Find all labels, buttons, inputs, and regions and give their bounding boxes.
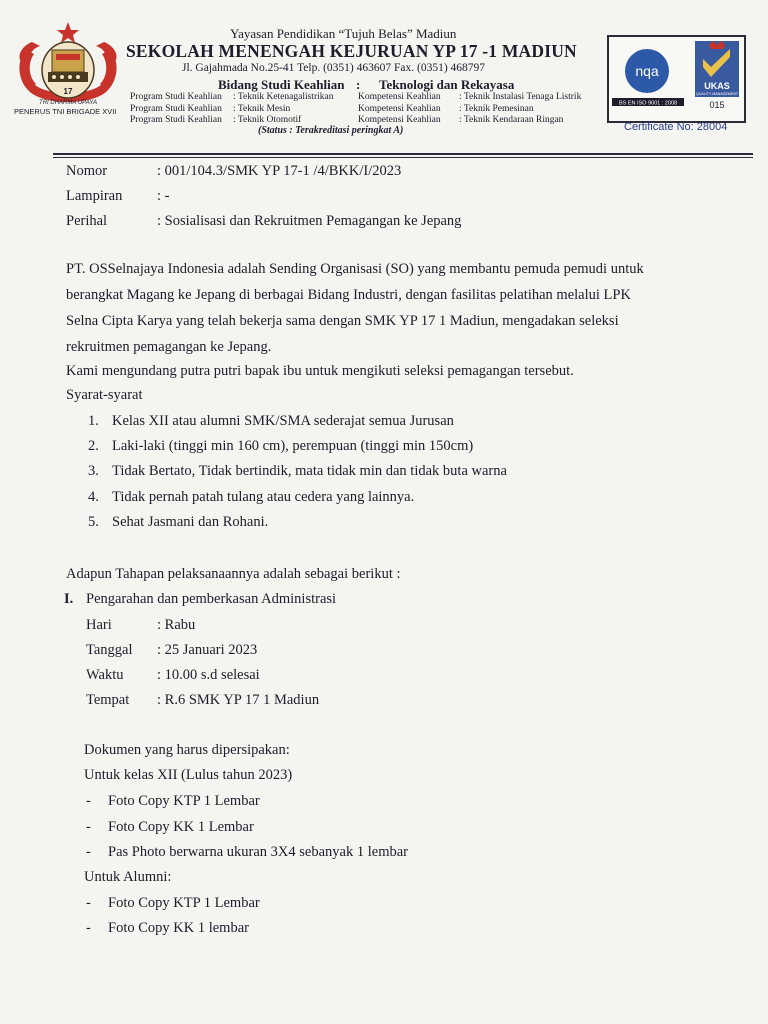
competency-label: Kompetensi Keahlian xyxy=(358,104,441,114)
school-address: Jl. Gajahmada No.25-41 Telp. (0351) 463607 Fax. (0351) 468797 xyxy=(182,62,486,74)
stage-number: I. xyxy=(64,591,74,607)
ukas-subtitle: QUALITY MANAGEMENT xyxy=(695,92,739,96)
document-item: Foto Copy KK 1 Lembar xyxy=(108,819,254,835)
lampiran-label: Lampiran xyxy=(66,188,123,204)
requirement-number: 5. xyxy=(88,514,99,530)
program-label: Program Studi Keahlian xyxy=(130,92,222,102)
lampiran-value: : - xyxy=(157,188,170,204)
competency-label: Kompetensi Keahlian xyxy=(358,115,441,125)
competency-value: : Teknik Instalasi Tenaga Listrik xyxy=(459,92,582,102)
intro-paragraph-line: Selna Cipta Karya yang telah bekerja sama dengan SMK YP 17 1 Madiun, mengadakan seleksi xyxy=(66,313,619,329)
nomor-label: Nomor xyxy=(66,163,108,179)
requirement-item: Kelas XII atau alumni SMK/SMA sederajat semua Jurusan xyxy=(112,413,454,429)
document-item: Foto Copy KK 1 lembar xyxy=(108,920,249,936)
nomor-value: : 001/104.3/SMK YP 17-1 /4/BKK/I/2023 xyxy=(157,163,402,179)
iso-standard: BS EN ISO 9001 : 2008 xyxy=(618,100,678,107)
requirement-number: 1. xyxy=(88,413,99,429)
competency-label: Kompetensi Keahlian xyxy=(358,92,441,102)
ukas-code: 015 xyxy=(709,100,725,110)
class-xii-title: Untuk kelas XII (Lulus tahun 2023) xyxy=(84,767,293,783)
header-divider xyxy=(53,157,753,158)
foundation-name: Yayasan Pendidikan “Tujuh Belas” Madiun xyxy=(230,26,457,41)
perihal-label: Perihal xyxy=(66,213,108,229)
nqa-logo-text: nqa xyxy=(635,63,659,79)
alumni-title: Untuk Alumni: xyxy=(84,869,172,885)
invitation-text: Kami mengundang putra putri bapak ibu untuk mengikuti seleksi pemagangan tersebut. xyxy=(66,363,574,379)
document-item: Foto Copy KTP 1 Lembar xyxy=(108,895,260,911)
schedule-value: : 10.00 s.d selesai xyxy=(157,667,260,683)
schedule-label: Hari xyxy=(86,617,112,633)
intro-paragraph-line: PT. OSSelnajaya Indonesia adalah Sending Organisasi (SO) yang membantu pemuda pemudi untuk xyxy=(66,261,644,277)
logo-number: 17 xyxy=(63,87,73,96)
program-label: Program Studi Keahlian xyxy=(130,115,222,125)
certificate-number: Certificate No: 28004 xyxy=(624,121,728,133)
schedule-value: : 25 Januari 2023 xyxy=(157,642,258,658)
bidang-value: Teknologi dan Rekayasa xyxy=(379,77,515,92)
list-bullet: - xyxy=(86,895,91,911)
list-bullet: - xyxy=(86,844,91,860)
certification-badge xyxy=(607,35,746,123)
competency-value: : Teknik Kendaraan Ringan xyxy=(459,115,564,125)
requirement-number: 2. xyxy=(88,438,99,454)
list-bullet: - xyxy=(86,920,91,936)
program-value: : Teknik Mesin xyxy=(233,104,291,114)
stage-title: Pengarahan dan pemberkasan Administrasi xyxy=(86,591,337,607)
documents-title: Dokumen yang harus dipersipakan: xyxy=(84,742,290,758)
intro-paragraph-line: berangkat Magang ke Jepang di berbagai Bidang Industri, dengan fasilitas pelatihan melalui LPK xyxy=(66,287,631,303)
perihal-value: : Sosialisasi dan Rekruitmen Pemagangan ke Jepang xyxy=(157,213,462,229)
program-value: : Teknik Ketenagalistrikan xyxy=(233,92,334,102)
header-divider xyxy=(53,153,753,155)
ukas-logo-text: UKAS xyxy=(704,81,730,91)
bidang-label: Bidang Studi Keahlian xyxy=(218,77,345,92)
list-bullet: - xyxy=(86,793,91,809)
requirement-number: 3. xyxy=(88,463,99,479)
requirement-item: Tidak Bertato, Tidak bertindik, mata tidak min dan tidak buta warna xyxy=(112,463,507,479)
schedule-label: Tempat xyxy=(86,692,130,708)
program-value: : Teknik Otomotif xyxy=(233,115,302,125)
document-item: Pas Photo berwarna ukuran 3X4 sebanyak 1 lembar xyxy=(108,844,408,860)
requirement-item: Sehat Jasmani dan Rohani. xyxy=(112,514,269,530)
list-bullet: - xyxy=(86,819,91,835)
document-item: Foto Copy KTP 1 Lembar xyxy=(108,793,260,809)
intro-paragraph-line: rekruitmen pemagangan ke Jepang. xyxy=(66,339,272,355)
requirement-item: Tidak pernah patah tulang atau cedera yang lainnya. xyxy=(112,489,415,505)
schedule-value: : R.6 SMK YP 17 1 Madiun xyxy=(157,692,320,708)
program-label: Program Studi Keahlian xyxy=(130,104,222,114)
logo-ring-text: TRI DHARMA UPAYA xyxy=(39,100,97,106)
stages-intro: Adapun Tahapan pelaksanaannya adalah sebagai berikut : xyxy=(66,566,401,582)
schedule-value: : Rabu xyxy=(157,617,196,633)
requirements-title: Syarat-syarat xyxy=(66,387,143,403)
schedule-label: Tanggal xyxy=(86,642,133,658)
requirement-item: Laki-laki (tinggi min 160 cm), perempuan (tinggi min 150cm) xyxy=(112,438,474,454)
logo-motto: PENERUS TNI BRIGADE XVII xyxy=(14,107,117,116)
competency-value: : Teknik Pemesinan xyxy=(459,104,534,114)
schedule-label: Waktu xyxy=(86,667,124,683)
bidang-separator: : xyxy=(356,77,361,92)
accreditation-status: (Status : Terakreditasi peringkat A) xyxy=(258,125,404,136)
school-name: SEKOLAH MENENGAH KEJURUAN YP 17 -1 MADIUN xyxy=(126,41,577,61)
requirement-number: 4. xyxy=(88,489,99,505)
